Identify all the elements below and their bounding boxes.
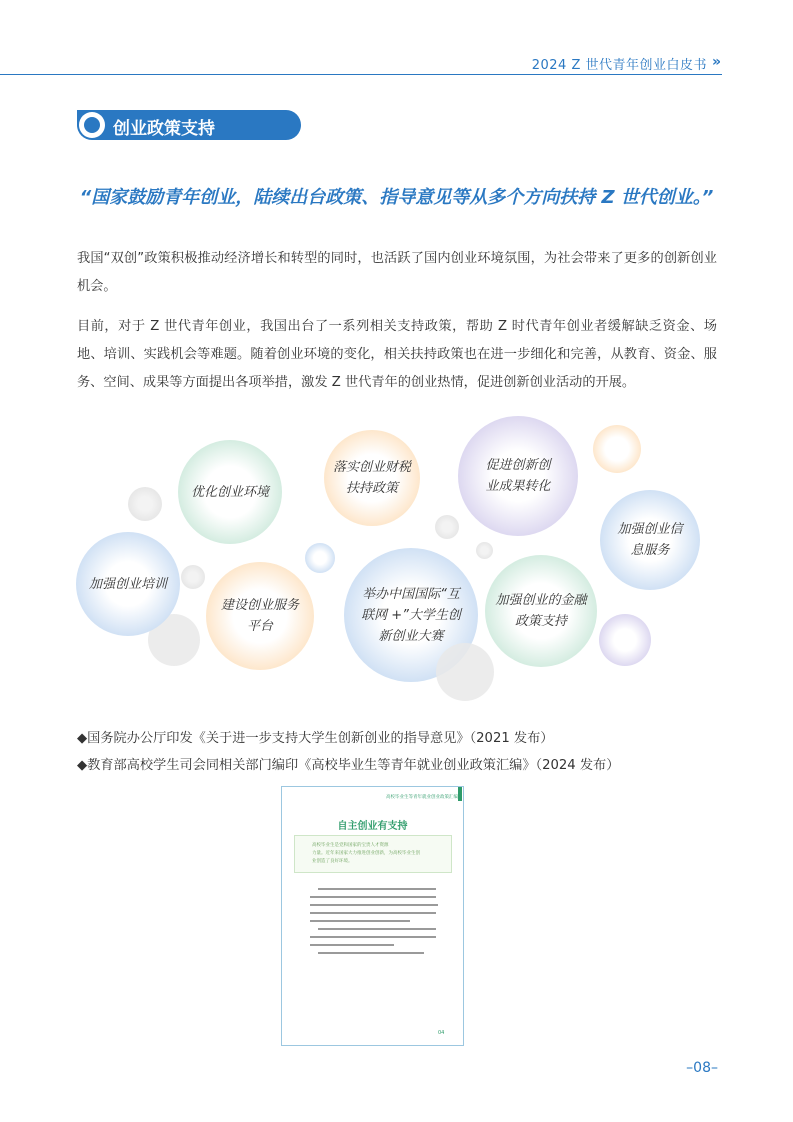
decor-circle: [128, 487, 162, 521]
booklet-text-line: [310, 944, 394, 946]
decor-circle: [599, 614, 651, 666]
decor-circle: [436, 643, 494, 701]
bubble-tax-support: 落实创业财税 扶持政策: [324, 430, 420, 526]
booklet-text-line: [310, 904, 438, 906]
booklet-intro-text: 高校毕业生是党和国家的宝贵人才资源 力量。近年来国家大力推进创业创新，为高校毕业生创 业创造了良好环境。: [312, 843, 420, 864]
booklet-header: 高校毕业生等青年就业创业政策汇编: [386, 795, 458, 800]
bubble-training: 加强创业培训: [76, 532, 180, 636]
booklet-text-line: [318, 888, 436, 890]
decor-circle: [305, 543, 335, 573]
section-title: 创业政策支持: [113, 119, 215, 139]
bubble-internet-plus-contest: 举办中国国际“互 联网 +”大学生创 新创业大赛: [344, 548, 478, 682]
booklet-text-line: [310, 936, 436, 938]
booklet-text-line: [318, 928, 436, 930]
booklet-text-line: [318, 952, 424, 954]
body-paragraph-1: 我国“双创”政策积极推动经济增长和转型的同时，也活跃了国内创业环境氛围，为社会带来了更多的创新创业机会。: [77, 251, 717, 294]
decor-circle: [435, 515, 459, 539]
bubble-info-service: 加强创业信 息服务: [600, 490, 700, 590]
header-title: 2024 Z 世代青年创业白皮书: [531, 58, 707, 73]
booklet-accent-bar: [458, 787, 462, 801]
bubble-finance-support: 加强创业的金融 政策支持: [485, 555, 597, 667]
page-number: –08–: [686, 1060, 718, 1076]
booklet-text-line: [310, 912, 436, 914]
highlight-quote: “国家鼓励青年创业，陆续出台政策、指导意见等从多个方向扶持 Z 世代创业。”: [79, 187, 714, 208]
bubble-service-platform: 建设创业服务 平台: [206, 562, 314, 670]
policy-item-2: ◆教育部高校学生司会同相关部门编印《高校毕业生等青年就业创业政策汇编》（2024 发布）: [77, 758, 620, 773]
booklet-title: 自主创业有支持: [337, 821, 408, 832]
booklet-text-line: [310, 920, 410, 922]
circle-bullet-inner: [84, 117, 100, 133]
header-divider: [0, 74, 722, 75]
decor-circle: [593, 425, 641, 473]
bubble-achievement-transfer: 促进创新创 业成果转化: [458, 416, 578, 536]
decor-circle: [476, 542, 493, 559]
double-chevron-icon: »: [711, 54, 721, 70]
decor-circle: [181, 565, 205, 589]
bubble-optimize-environment: 优化创业环境: [178, 440, 282, 544]
policy-item-1: ◆国务院办公厅印发《关于进一步支持大学生创新创业的指导意见》（2021 发布）: [77, 731, 554, 746]
booklet-text-line: [310, 896, 436, 898]
body-paragraph-2: 目前，对于 Z 世代青年创业，我国出台了一系列相关支持政策，帮助 Z 时代青年创业者缓解缺乏资金、场地、培训、实践机会等难题。随着创业环境的变化，相关扶持政策也在进一步细化和完善，从教育、资金、服务、空间、成果等方面提出各项举措，激发 Z 世代青年的创业热情，促进创新创业活动的开展。: [77, 319, 717, 390]
booklet-page-number: 04: [438, 1030, 445, 1036]
